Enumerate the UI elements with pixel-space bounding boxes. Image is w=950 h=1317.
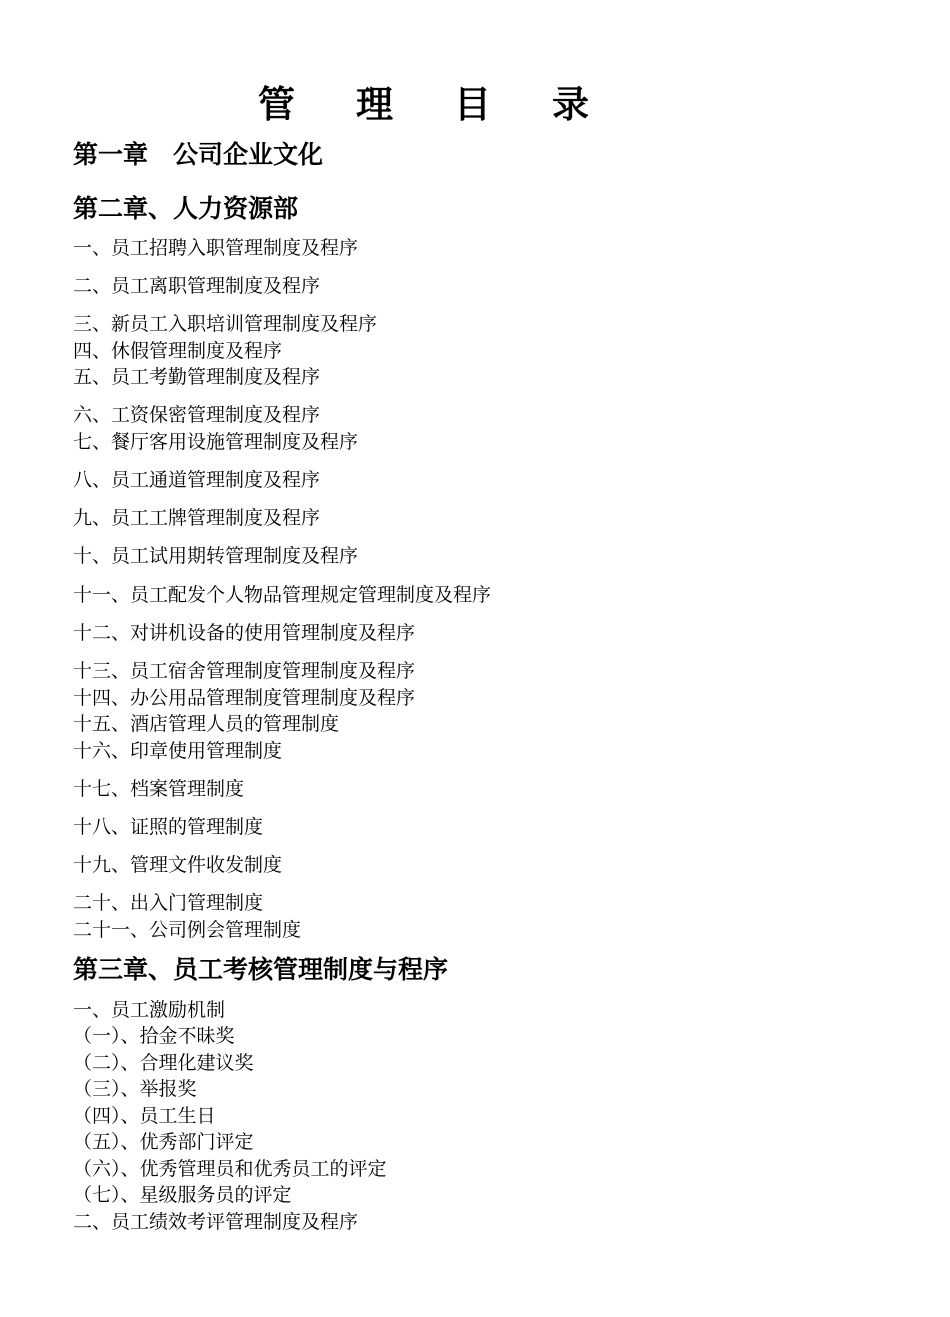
toc-item: 七、餐厅客用设施管理制度及程序 bbox=[73, 431, 359, 453]
toc-subitem: （七）、星级服务员的评定 bbox=[73, 1184, 292, 1206]
title-char: 目 bbox=[454, 82, 491, 126]
toc-item: 二十一、公司例会管理制度 bbox=[73, 919, 302, 941]
toc-item: 三、新员工入职培训管理制度及程序 bbox=[73, 313, 378, 335]
toc-item: 十二、对讲机设备的使用管理制度及程序 bbox=[73, 622, 416, 644]
toc-item: 十四、办公用品管理制度管理制度及程序 bbox=[73, 687, 416, 709]
chapter-heading-1: 第一章 公司企业文化 bbox=[73, 140, 324, 169]
toc-item: 十三、员工宿舍管理制度管理制度及程序 bbox=[73, 660, 416, 682]
toc-item: 十八、证照的管理制度 bbox=[73, 816, 264, 838]
toc-item: 十五、酒店管理人员的管理制度 bbox=[73, 713, 340, 735]
toc-item: 十一、员工配发个人物品管理规定管理制度及程序 bbox=[73, 584, 492, 606]
toc-item: 二、员工离职管理制度及程序 bbox=[73, 275, 321, 297]
toc-subitem: （四）、员工生日 bbox=[73, 1105, 216, 1127]
toc-item: 一、员工激励机制 bbox=[73, 999, 226, 1021]
title-char: 录 bbox=[552, 82, 589, 126]
title-char: 管 bbox=[258, 82, 295, 126]
toc-item: 十九、管理文件收发制度 bbox=[73, 854, 283, 876]
toc-subitem: （二）、合理化建议奖 bbox=[73, 1052, 254, 1074]
toc-item: 九、员工工牌管理制度及程序 bbox=[73, 507, 321, 529]
toc-item: 八、员工通道管理制度及程序 bbox=[73, 469, 321, 491]
chapter-heading-3: 第三章、员工考核管理制度与程序 bbox=[73, 955, 449, 984]
toc-subitem: （六）、优秀管理员和优秀员工的评定 bbox=[73, 1158, 387, 1180]
toc-item: 二、员工绩效考评管理制度及程序 bbox=[73, 1211, 359, 1233]
toc-item: 四、休假管理制度及程序 bbox=[73, 340, 283, 362]
toc-item: 二十、出入门管理制度 bbox=[73, 892, 264, 914]
chapter-heading-2: 第二章、人力资源部 bbox=[73, 194, 299, 223]
toc-item: 一、员工招聘入职管理制度及程序 bbox=[73, 237, 359, 259]
toc-item: 十、员工试用期转管理制度及程序 bbox=[73, 545, 359, 567]
toc-subitem: （一）、拾金不昧奖 bbox=[73, 1025, 235, 1047]
toc-item: 六、工资保密管理制度及程序 bbox=[73, 404, 321, 426]
toc-subitem: （五）、优秀部门评定 bbox=[73, 1131, 254, 1153]
toc-item: 五、员工考勤管理制度及程序 bbox=[73, 366, 321, 388]
page-title bbox=[258, 80, 589, 128]
title-char: 理 bbox=[356, 82, 393, 126]
toc-subitem: （三）、举报奖 bbox=[73, 1078, 197, 1100]
toc-item: 十七、档案管理制度 bbox=[73, 778, 245, 800]
toc-item: 十六、印章使用管理制度 bbox=[73, 740, 283, 762]
